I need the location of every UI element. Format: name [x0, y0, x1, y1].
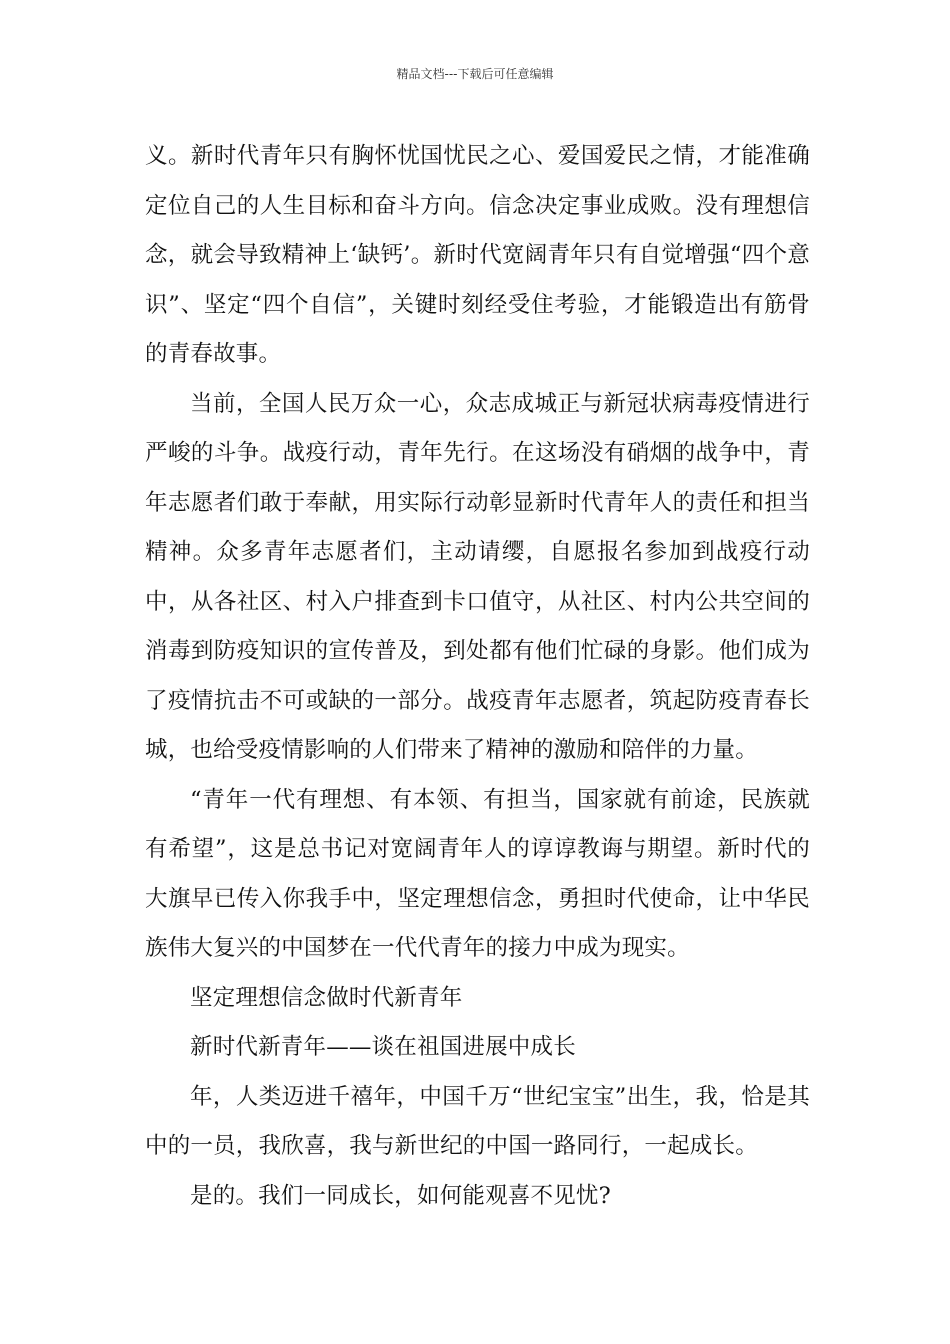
heading-new-era-youth: 新时代新青年——谈在祖国进展中成长: [190, 1034, 576, 1060]
paragraph-continuation: 义。新时代青年只有胸怀忧国忧民之心、爱国爱民之情，才能准确定位自己的人生目标和奋斗方向。信念决定事业成败。没有理想信念，就会导致精神上‘缺钙’。新时代宽阔青年只有自觉增强“四个意识”、坚定“四个自信”，关键时刻经受住考验，才能锻造出有筋骨的青春故事。: [145, 143, 810, 367]
paragraph-epidemic: 当前，全国人民万众一心，众志成城正与新冠状病毒疫情进行严峻的斗争。战疫行动，青年先行。在这场没有硝烟的战争中，青年志愿者们敢于奉献，用实际行动彰显新时代青年人的责任和担当精神。众多青年志愿者们，主动请缨，自愿报名参加到战疫行动中，从各社区、村入户排查到卡口值守，从社区、村内公共空间的消毒到防疫知识的宣传普及，到处都有他们忙碌的身影。他们成为了疫情抗击不可或缺的一部分。战疫青年志愿者，筑起防疫青春长城，也给受疫情影响的人们带来了精神的激励和陪伴的力量。: [145, 390, 810, 763]
heading-firm-ideals: 坚定理想信念做时代新青年: [190, 984, 463, 1011]
paragraph-growing-together: 是的。我们一同成长，如何能观喜不见忧?: [190, 1182, 611, 1209]
paragraph-quote: “青年一代有理想、有本领、有担当，国家就有前途，民族就有希望”，这是总书记对宽阔青年人的谆谆教诲与期望。新时代的大旗早已传入你我手中，坚定理想信念，勇担时代使命，让中华民族伟大复兴的中国梦在一代代青年的接力中成为现实。: [145, 786, 810, 961]
paragraph-millennium: 年，人类迈进千禧年，中国千万“世纪宝宝”出生，我，恰是其中的一员，我欣喜，我与新世纪的中国一路同行，一起成长。: [145, 1083, 810, 1159]
page-header: 精品文档---下载后可任意编辑: [396, 67, 554, 81]
document-body: [145, 132, 810, 1221]
